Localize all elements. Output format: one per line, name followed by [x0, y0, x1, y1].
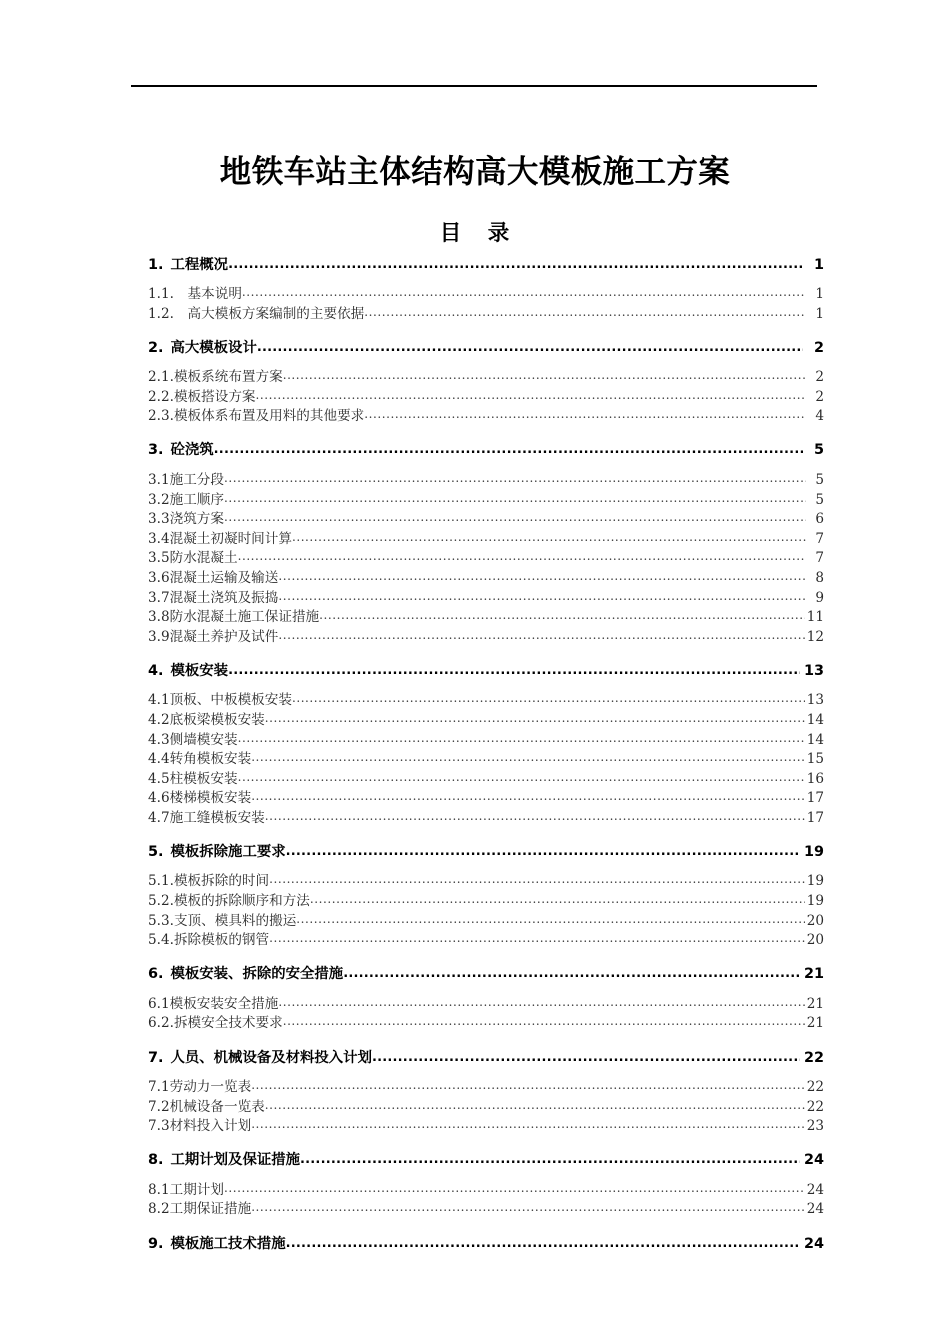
toc-entry-label: 模板安装、拆除的安全措施 [170, 966, 344, 983]
toc-leader-dots [343, 964, 800, 983]
toc-entry-page-number: 15 [806, 751, 824, 768]
toc-entry-level1[interactable] [148, 438, 824, 464]
toc-entry-level2[interactable] [148, 1014, 824, 1034]
toc-entry-number: 3. [148, 442, 164, 459]
toc-entry-page-number: 22 [806, 1079, 824, 1096]
toc-entry-number: 4. [148, 662, 164, 679]
toc-entry-page-number: 21 [806, 995, 824, 1012]
toc-entry-level2[interactable] [148, 931, 824, 951]
toc-entry-level1[interactable] [148, 1231, 824, 1257]
toc-entry-label: 混凝土养护及试件 [169, 628, 279, 645]
toc-leader-dots [278, 995, 804, 1013]
toc-entry-label: 工期计划及保证措施 [170, 1152, 301, 1169]
toc-entry-label: 柱模板安装 [169, 770, 238, 787]
toc-leader-dots [286, 842, 800, 861]
toc-entry-label: 模板安装安全措施 [169, 995, 279, 1012]
toc-leader-dots [269, 931, 805, 949]
toc-entry-page-number: 16 [806, 770, 824, 787]
toc-entry-page-number: 2 [815, 388, 824, 405]
toc-entry-page-number: 11 [806, 609, 824, 626]
toc-entry-level2[interactable] [148, 491, 824, 511]
toc-entry-page-number: 17 [806, 809, 824, 826]
toc-entry-number: 7. [148, 1049, 164, 1066]
toc-leader-dots [292, 691, 805, 709]
toc-entry-number: 4.2 [148, 711, 170, 728]
toc-entry-level2[interactable] [148, 750, 824, 770]
toc-entry-number: 3.3 [148, 511, 170, 528]
toc-entry-number: 1.1. [148, 286, 174, 302]
toc-entry-level2[interactable] [148, 1098, 824, 1118]
toc-entry-number: 3.1 [148, 471, 170, 488]
toc-entry-label: 混凝土浇筑及振捣 [169, 589, 279, 606]
toc-entry-page-number: 17 [806, 790, 824, 807]
toc-entry-label: 顶板、中板模板安装 [169, 692, 292, 709]
toc-entry-page-number: 19 [803, 843, 824, 860]
toc-entry-page-number: 1 [815, 286, 824, 302]
toc-entry-page-number: 1 [815, 305, 824, 322]
toc-entry-label: 工期计划 [169, 1181, 224, 1198]
toc-entry-label: 楼梯模板安装 [169, 790, 252, 807]
toc-entry-number: 5.4. [148, 932, 174, 949]
toc-entry-level2[interactable] [148, 407, 824, 427]
toc-entry-page-number: 24 [803, 1235, 824, 1252]
toc-entry-page-number: 24 [803, 1152, 824, 1169]
toc-entry-level2[interactable] [148, 628, 824, 648]
toc-leader-dots [251, 789, 805, 807]
toc-leader-dots [265, 1098, 805, 1116]
toc-entry-level2[interactable] [148, 711, 824, 731]
toc-entry-level1[interactable] [148, 252, 824, 278]
toc-entry-page-number: 4 [815, 408, 824, 425]
toc-entry-number: 7.1 [148, 1079, 170, 1096]
toc-entry-page-number: 22 [806, 1098, 824, 1115]
toc-entry-label: 模板系统布置方案 [173, 369, 283, 386]
toc-leader-dots [286, 1234, 800, 1253]
toc-entry-label: 拆模安全技术要求 [173, 1015, 283, 1032]
toc-leader-dots [257, 338, 803, 357]
toc-entry-number: 1. [148, 256, 164, 273]
toc-entry-level2[interactable] [148, 770, 824, 790]
toc-entry-level2[interactable] [148, 589, 824, 609]
toc-entry-level2[interactable] [148, 549, 824, 569]
toc-leader-dots [228, 661, 800, 680]
toc-entry-page-number: 5 [815, 471, 824, 488]
toc-entry-page-number: 7 [815, 530, 824, 547]
toc-leader-dots [292, 530, 806, 548]
header-rule [131, 85, 817, 87]
toc-entry-level2[interactable] [148, 305, 824, 325]
toc-leader-dots [319, 608, 805, 626]
toc-entry-number: 3.2 [148, 491, 170, 508]
toc-leader-dots [214, 440, 803, 459]
toc-entry-page-number: 14 [806, 711, 824, 728]
toc-entry-label: 高大模板设计 [170, 339, 257, 356]
toc-entry-number: 5.1. [148, 873, 174, 890]
toc-entry-page-number: 23 [806, 1118, 824, 1135]
table-of-contents [148, 252, 824, 1264]
toc-entry-page-number: 22 [803, 1049, 824, 1066]
toc-leader-dots [238, 731, 805, 749]
toc-entry-number: 3.4 [148, 530, 170, 547]
toc-entry-number: 4.4 [148, 751, 170, 768]
toc-entry-page-number: 5 [815, 491, 824, 508]
toc-entry-page-number: 21 [803, 966, 824, 983]
toc-leader-dots [364, 407, 806, 425]
toc-leader-dots [278, 589, 806, 607]
toc-leader-dots [224, 510, 806, 528]
toc-leader-dots [296, 912, 804, 930]
toc-entry-level2[interactable] [148, 530, 824, 550]
toc-entry-page-number: 13 [803, 662, 824, 679]
toc-leader-dots [372, 1048, 800, 1067]
toc-entry-page-number: 2 [813, 339, 824, 356]
toc-entry-number: 6.2. [148, 1015, 174, 1032]
toc-entry-label: 支顶、模具料的搬运 [173, 912, 297, 929]
toc-entry-page-number: 2 [815, 369, 824, 386]
toc-entry-level2[interactable] [148, 731, 824, 751]
toc-entry-level2[interactable] [148, 892, 824, 912]
toc-entry-page-number: 13 [806, 692, 824, 709]
toc-entry-level2[interactable] [148, 471, 824, 491]
toc-leader-dots [269, 872, 805, 890]
toc-entry-label: 浇筑方案 [169, 511, 224, 528]
toc-entry-level1[interactable] [148, 335, 824, 361]
toc-entry-page-number: 20 [806, 932, 824, 949]
toc-entry-label: 施工顺序 [169, 491, 224, 508]
toc-entry-label: 施工分段 [169, 471, 224, 488]
toc-entry-label: 高大模板方案编制的主要依据 [173, 305, 365, 322]
toc-entry-level2[interactable] [148, 1181, 824, 1201]
toc-leader-dots [251, 1078, 805, 1096]
toc-leader-dots [238, 770, 805, 788]
toc-entry-number: 4.3 [148, 731, 170, 748]
toc-entry-number: 1.2. [148, 305, 174, 322]
toc-entry-number: 3.8 [148, 609, 170, 626]
toc-entry-level2[interactable] [148, 809, 824, 829]
toc-entry-label: 模板安装 [170, 662, 229, 679]
toc-entry-level2[interactable] [148, 368, 824, 388]
toc-leader-dots [300, 1150, 800, 1169]
toc-entry-level2[interactable] [148, 569, 824, 589]
toc-entry-label: 砼浇筑 [170, 442, 214, 459]
toc-entry-level2[interactable] [148, 691, 824, 711]
toc-entry-label: 机械设备一览表 [169, 1098, 265, 1115]
toc-entry-number: 6. [148, 966, 164, 983]
toc-leader-dots [310, 892, 805, 910]
toc-entry-label: 混凝土初凝时间计算 [169, 530, 292, 547]
toc-entry-page-number: 24 [806, 1181, 824, 1198]
table-of-contents-heading: 目 录 [439, 221, 511, 246]
toc-entry-number: 4.6 [148, 790, 170, 807]
toc-entry-number: 6.1 [148, 995, 170, 1012]
toc-entry-level2[interactable] [148, 1117, 824, 1137]
toc-entry-number: 4.1 [148, 692, 170, 709]
toc-leader-dots [278, 569, 806, 587]
toc-entry-number: 3.9 [148, 628, 170, 645]
toc-entry-page-number: 20 [806, 912, 824, 929]
toc-entry-number: 3.6 [148, 569, 170, 586]
toc-leader-dots [364, 305, 806, 323]
toc-entry-label: 基本说明 [173, 286, 242, 302]
toc-entry-level1[interactable] [148, 658, 824, 684]
toc-entry-label: 防水混凝土施工保证措施 [169, 609, 320, 626]
toc-entry-number: 3.5 [148, 550, 170, 567]
toc-entry-label: 劳动力一览表 [169, 1079, 252, 1096]
page-title: 地铁车站主体结构高大模板施工方案 [219, 154, 731, 191]
toc-entry-level2[interactable] [148, 285, 824, 305]
toc-entry-number: 2.2. [148, 388, 174, 405]
toc-leader-dots [224, 1181, 805, 1199]
toc-entry-number: 4.7 [148, 809, 170, 826]
toc-entry-number: 5. [148, 843, 164, 860]
toc-leader-dots [278, 628, 804, 646]
toc-entry-label: 混凝土运输及输送 [169, 569, 279, 586]
toc-entry-number: 2.3. [148, 408, 174, 425]
toc-entry-page-number: 12 [806, 628, 824, 645]
toc-entry-label: 模板拆除施工要求 [170, 843, 286, 860]
toc-entry-page-number: 7 [815, 550, 824, 567]
toc-leader-dots [283, 1014, 805, 1032]
toc-entry-level1[interactable] [148, 1045, 824, 1071]
toc-entry-number: 7.2 [148, 1098, 170, 1115]
toc-entry-page-number: 9 [815, 589, 824, 606]
toc-entry-page-number: 14 [806, 731, 824, 748]
toc-entry-label: 工期保证措施 [169, 1201, 252, 1218]
toc-entry-level1[interactable] [148, 1148, 824, 1174]
toc-entry-label: 模板施工技术措施 [170, 1235, 286, 1252]
toc-entry-page-number: 21 [806, 1015, 824, 1032]
toc-entry-level2[interactable] [148, 1078, 824, 1098]
toc-entry-label: 拆除模板的钢管 [173, 932, 270, 949]
toc-entry-number: 8.2 [148, 1201, 170, 1218]
toc-leader-dots [224, 471, 806, 489]
toc-entry-level2[interactable] [148, 608, 824, 628]
toc-entry-number: 2.1. [148, 369, 174, 386]
toc-leader-dots [283, 368, 806, 386]
toc-entry-label: 施工缝模板安装 [169, 809, 265, 826]
toc-entry-level2[interactable] [148, 872, 824, 892]
toc-entry-number: 8. [148, 1152, 164, 1169]
toc-leader-dots [251, 1200, 805, 1218]
toc-leader-dots [238, 549, 806, 567]
toc-entry-level2[interactable] [148, 510, 824, 530]
toc-entry-label: 模板的拆除顺序和方法 [173, 893, 310, 910]
toc-entry-label: 工程概况 [170, 256, 229, 273]
toc-entry-label: 底板梁模板安装 [169, 711, 265, 728]
toc-entry-page-number: 1 [813, 256, 824, 273]
toc-entry-label: 材料投入计划 [169, 1118, 252, 1135]
toc-entry-label: 人员、机械设备及材料投入计划 [170, 1049, 372, 1066]
toc-entry-label: 模板拆除的时间 [173, 873, 270, 890]
toc-entry-page-number: 6 [815, 511, 824, 528]
toc-entry-level2[interactable] [148, 388, 824, 408]
toc-leader-dots [224, 491, 806, 509]
toc-entry-number: 4.5 [148, 770, 170, 787]
toc-leader-dots [256, 388, 806, 406]
toc-entry-level2[interactable] [148, 995, 824, 1015]
toc-entry-number: 7.3 [148, 1118, 170, 1135]
toc-entry-number: 5.2. [148, 893, 174, 910]
toc-entry-number: 2. [148, 339, 164, 356]
toc-entry-level2[interactable] [148, 789, 824, 809]
toc-entry-label: 模板体系布置及用料的其他要求 [173, 408, 365, 425]
toc-entry-level2[interactable] [148, 912, 824, 932]
toc-entry-page-number: 8 [815, 569, 824, 586]
toc-entry-page-number: 5 [813, 442, 824, 459]
toc-leader-dots [251, 1117, 805, 1135]
toc-entry-number: 9. [148, 1235, 164, 1252]
toc-entry-label: 侧墙模安装 [169, 731, 238, 748]
toc-leader-dots [228, 255, 803, 274]
toc-entry-number: 5.3. [148, 912, 174, 929]
toc-leader-dots [242, 285, 806, 303]
toc-entry-number: 3.7 [148, 589, 170, 606]
toc-entry-page-number: 19 [806, 893, 824, 910]
toc-entry-label: 转角模板安装 [169, 751, 252, 768]
toc-entry-page-number: 24 [806, 1201, 824, 1218]
toc-leader-dots [251, 750, 805, 768]
toc-entry-number: 8.1 [148, 1181, 170, 1198]
toc-entry-label: 防水混凝土 [169, 550, 238, 567]
toc-entry-level2[interactable] [148, 1200, 824, 1220]
toc-entry-label: 模板搭设方案 [173, 388, 256, 405]
toc-entry-page-number: 19 [806, 873, 824, 890]
toc-entry-level1[interactable] [148, 962, 824, 988]
toc-leader-dots [265, 809, 805, 827]
toc-leader-dots [265, 711, 805, 729]
toc-entry-level1[interactable] [148, 839, 824, 865]
